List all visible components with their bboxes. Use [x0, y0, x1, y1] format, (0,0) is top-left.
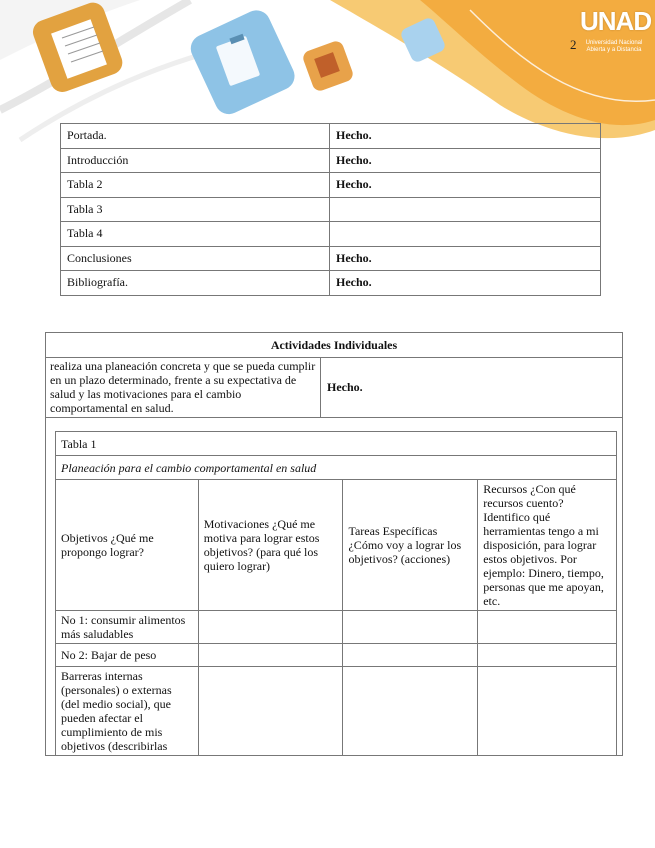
motivation-cell [198, 611, 343, 644]
table-row [61, 148, 601, 173]
objective-cell: No 1: consumir alimentos más saludables [56, 611, 199, 644]
unad-logo-subtitle: Universidad Nacional Abierta y a Distancia [585, 40, 643, 53]
status-table [60, 123, 601, 296]
activity-row [46, 358, 622, 418]
table-row [61, 271, 601, 296]
activity-state: Hecho. [327, 380, 363, 394]
table-row [61, 173, 601, 198]
table-row [56, 667, 617, 756]
task-cell: Tabla 3 [61, 197, 330, 222]
task-cell: Introducción [61, 148, 330, 173]
state-cell: Hecho. [330, 271, 601, 296]
task-cell: Tabla 2 [61, 173, 330, 198]
activities-title: Actividades Individuales [46, 333, 622, 358]
task-cell: Conclusiones [61, 246, 330, 271]
resource-cell [478, 644, 617, 667]
header-tasks: Tareas Específicas ¿Cómo voy a lograr los objetivos? (acciones) [343, 480, 478, 611]
plan-table-title: Tabla 1 [56, 432, 617, 456]
table-row [61, 246, 601, 271]
table-row [61, 124, 601, 149]
table-row [61, 222, 601, 247]
plan-table-header-row [56, 480, 617, 611]
task-cell: Bibliografía. [61, 271, 330, 296]
objective-cell: No 2: Bajar de peso [56, 644, 199, 667]
task-cell [343, 611, 478, 644]
state-cell [330, 197, 601, 222]
task-cell: Portada. [61, 124, 330, 149]
page-number: 2 [570, 37, 577, 52]
objective-cell: Barreras internas (personales) o externas (del medio social), que pueden afectar el cumplimiento de mis objetivos (describirlas [56, 667, 199, 756]
table-row [61, 197, 601, 222]
motivation-cell [198, 644, 343, 667]
table-row [56, 611, 617, 644]
unad-logo: UNAD [580, 6, 652, 36]
resource-cell [478, 611, 617, 644]
activities-section [45, 332, 623, 756]
header-motivations: Motivaciones ¿Qué me motiva para lograr estos objetivos? (para qué los quiero lograr) [198, 480, 343, 611]
state-cell: Hecho. [330, 124, 601, 149]
state-cell: Hecho. [330, 173, 601, 198]
header-resources: Recursos ¿Con qué recursos cuento? Identifico qué herramientas tengo a mi disposición, para lograr estos objetivos. Por ejemplo: Dinero, tiempo, personas que me apoyan, etc. [478, 480, 617, 611]
task-cell: Tabla 4 [61, 222, 330, 247]
state-cell: Hecho. [330, 246, 601, 271]
state-cell: Hecho. [330, 148, 601, 173]
plan-table [55, 431, 617, 756]
state-cell [330, 222, 601, 247]
header-objectives: Objetivos ¿Qué me propongo lograr? [56, 480, 199, 611]
plan-table-subtitle: Planeación para el cambio comportamental en salud [56, 456, 617, 480]
task-cell [343, 667, 478, 756]
resource-cell [478, 667, 617, 756]
activity-description: realiza una planeación concreta y que se pueda cumplir en un plazo determinado, frente a su expectativa de salud y las motivaciones para el cambio comportamental en salud. [46, 358, 321, 417]
motivation-cell [198, 667, 343, 756]
task-cell [343, 644, 478, 667]
table-row [56, 644, 617, 667]
